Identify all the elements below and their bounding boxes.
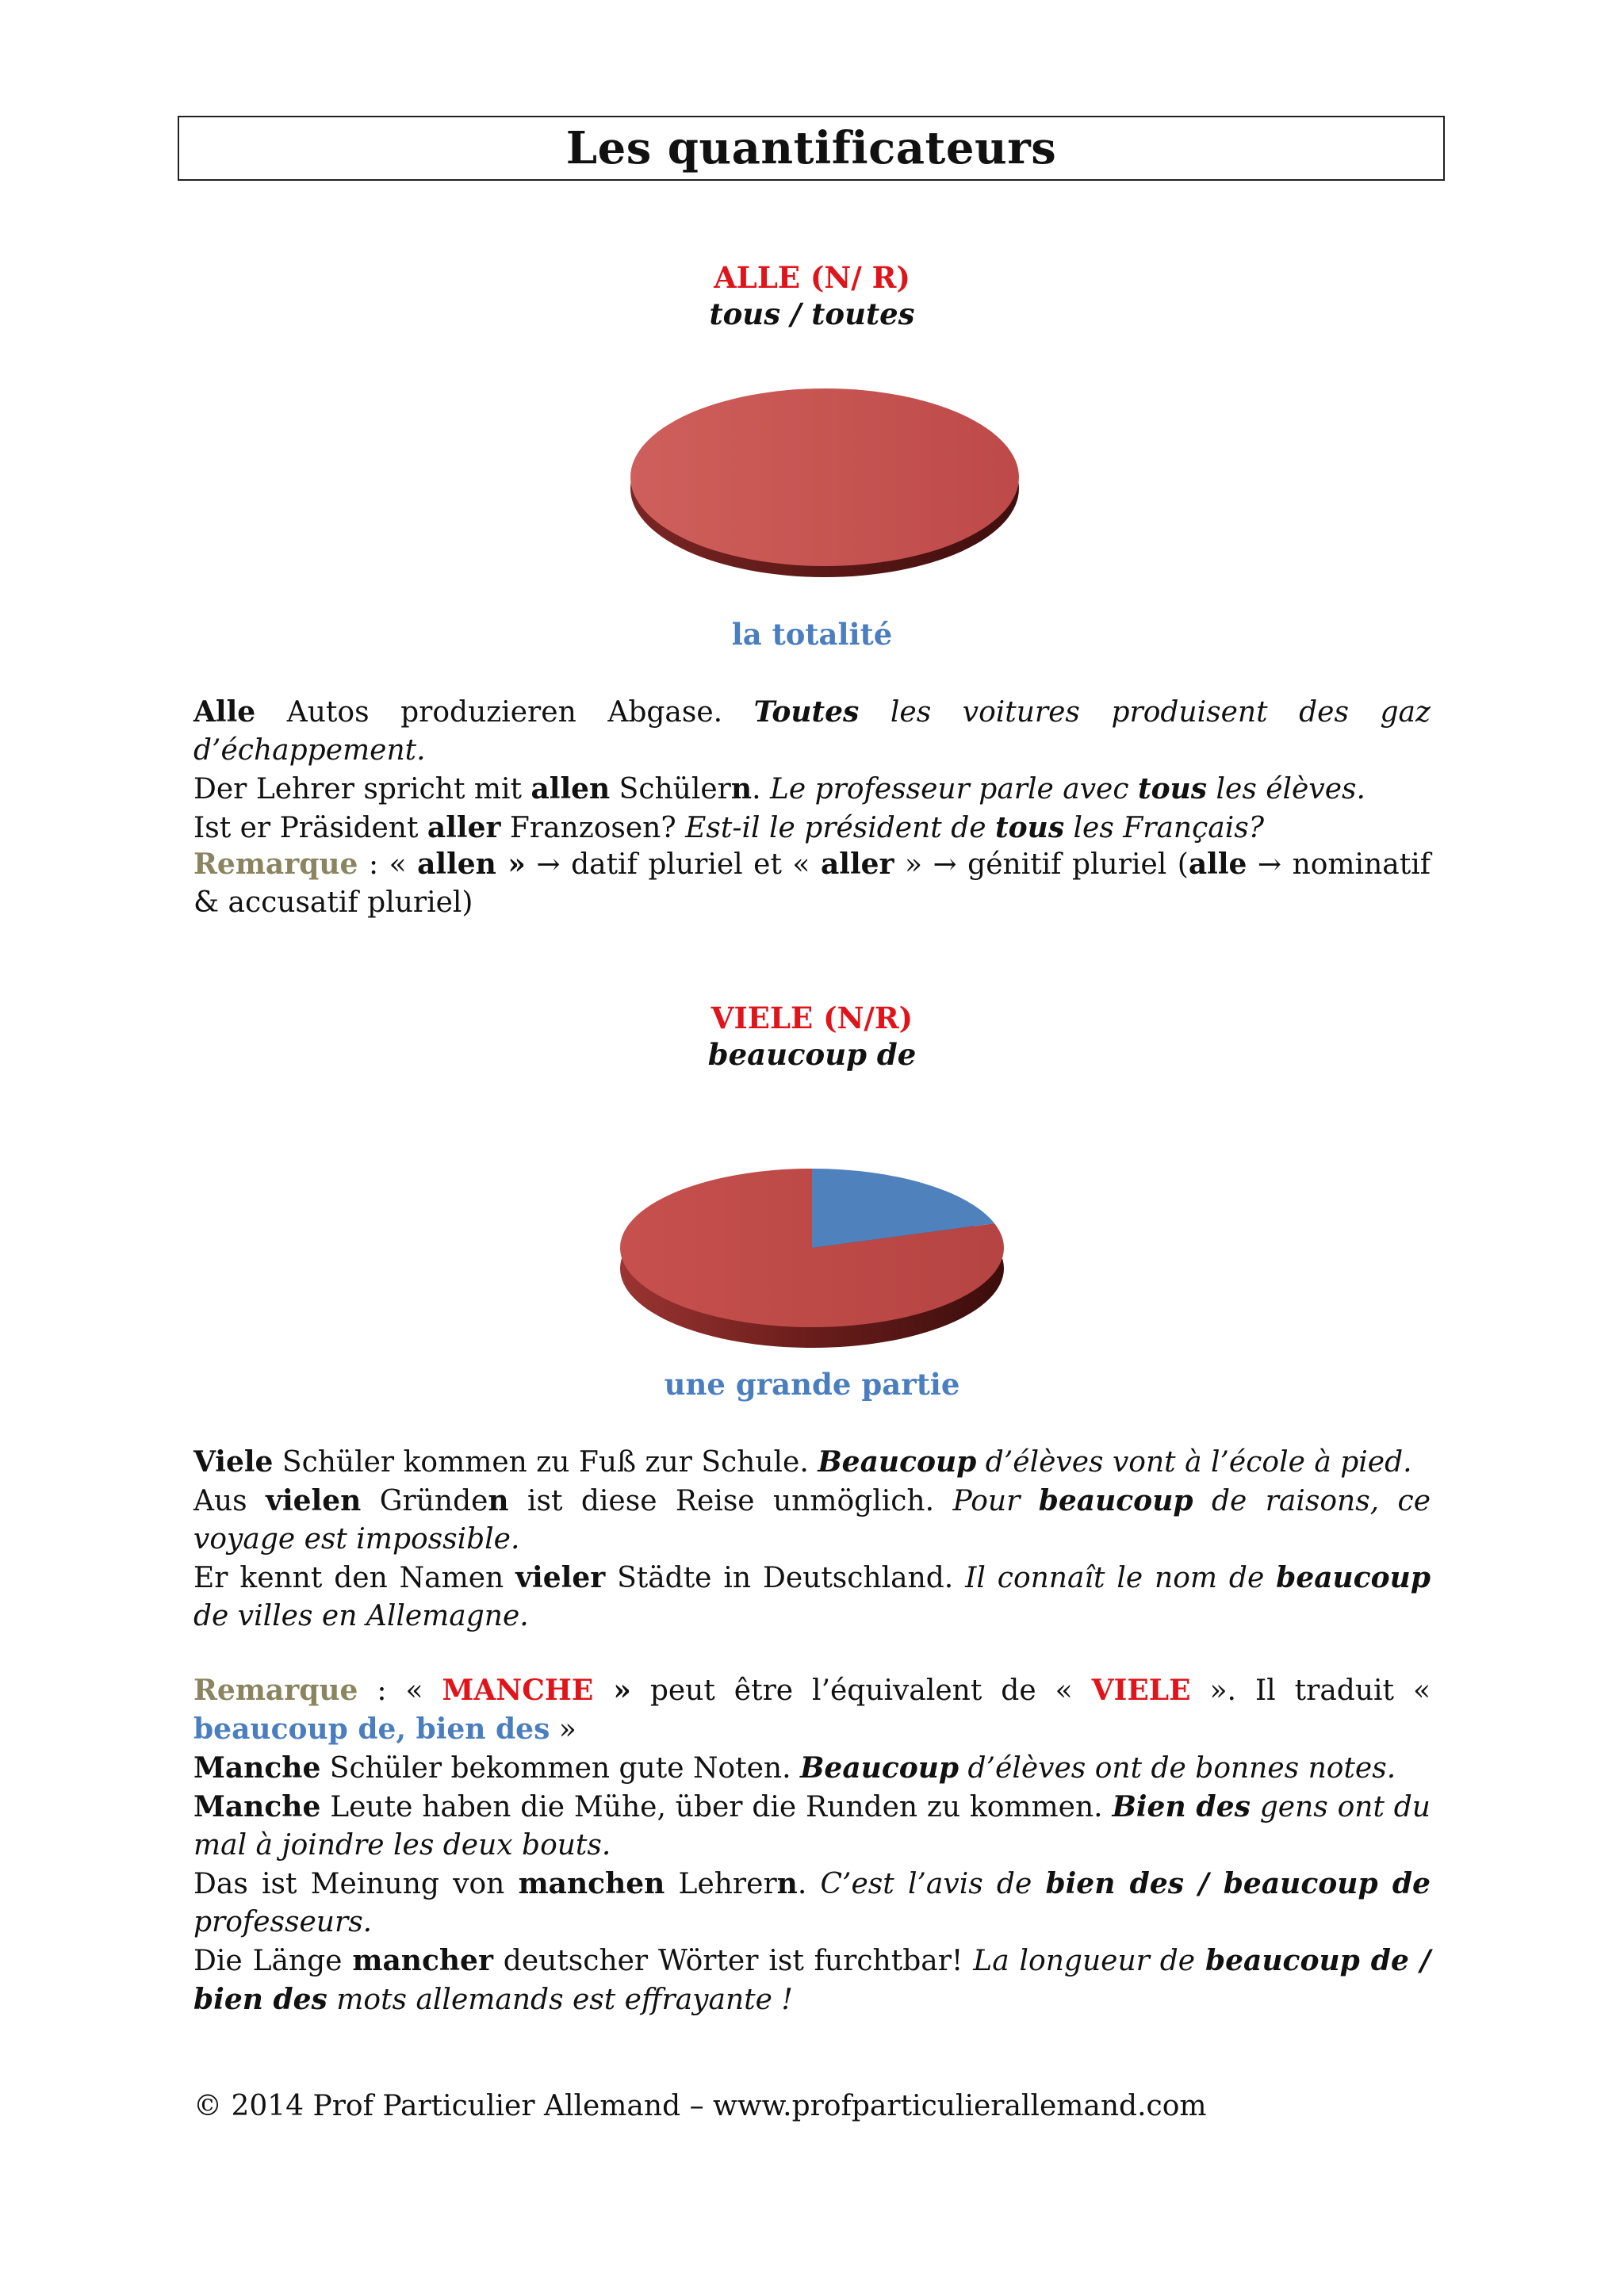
section2-examples: [193, 1443, 1431, 1636]
section2-heading-block: [0, 1001, 1624, 1072]
example-line: Aus vielen Gründen ist diese Reise unmöglich. Pour beaucoup de raisons, ce voyage est impossible.: [193, 1484, 1431, 1556]
example-line: Er kennt den Namen vieler Städte in Deutschland. Il connaît le nom de beaucoup de villes en Allemagne.: [193, 1561, 1431, 1632]
example-line: Viele Schüler kommen zu Fuß zur Schule. Beaucoup d’élèves vont à l’école à pied.: [193, 1445, 1412, 1479]
example-line: Die Länge mancher deutscher Wörter ist furchtbar! La longueur de beaucoup de / bien des mots allemands est effrayante !: [193, 1944, 1431, 2016]
section1-pie-chart: [626, 381, 1023, 603]
section2-caption: une grande partie: [664, 1367, 960, 1402]
section1-heading-block: [0, 260, 1624, 331]
remark-label: Remarque: [193, 848, 358, 881]
title-box: [178, 116, 1445, 181]
example-line: Manche Schüler bekommen gute Noten. Beaucoup d’élèves ont de bonnes notes.: [193, 1751, 1396, 1785]
section2-remark: Remarque : « MANCHE » peut être l’équivalent de « VIELE ». Il traduit « beaucoup de, bien des » Manche Schüler bekommen gute Noten. Beaucoup d’élèves ont de bonnes notes. Manche Leute haben die Mühe, über die Runden zu kommen. Bien des gens ont du mal à joindre les deux bouts. Das ist Meinung von manchen Lehrern. C’est l’avis de bien des / beaucoup de professeurs. Die Länge mancher deutscher Wörter ist furchtbar! La longueur de beaucoup de / bien des mots allemands est effrayante !: [193, 1671, 1431, 2019]
section1-subheading: tous / toutes: [709, 297, 915, 331]
section2-pie-chart: [614, 1150, 1010, 1348]
page-title: Les quantificateurs: [565, 122, 1057, 174]
section2-heading: VIELE (N/R): [710, 1001, 914, 1035]
section1-caption: la totalité: [731, 617, 893, 652]
example-line: Der Lehrer spricht mit allen Schülern. Le professeur parle avec tous les élèves.: [193, 772, 1365, 806]
section1-examples: [193, 693, 1431, 848]
section2-subheading: beaucoup de: [707, 1037, 917, 1072]
section1-remark: Remarque : « allen » → datif pluriel et « aller » → génitif pluriel (alle → nominatif & accusatif pluriel): [193, 848, 1431, 919]
pie1-slice-totalite: [630, 388, 1019, 566]
example-line: Manche Leute haben die Mühe, über die Runden zu kommen. Bien des gens ont du mal à joindre les deux bouts.: [193, 1790, 1431, 1862]
example-line: Ist er Präsident aller Franzosen? Est-il le président de tous les Français?: [193, 811, 1265, 844]
footer-copyright: © 2014 Prof Particulier Allemand – www.profparticulierallemand.com: [193, 2090, 1207, 2122]
remark-label: Remarque: [193, 1674, 358, 1707]
example-line: Alle Autos produzieren Abgase. Toutes les voitures produisent des gaz d’échappement.: [193, 695, 1431, 767]
example-line: Das ist Meinung von manchen Lehrern. C’est l’avis de bien des / beaucoup de professeurs.: [193, 1867, 1431, 1938]
section1-heading: ALLE (N/ R): [714, 260, 910, 295]
